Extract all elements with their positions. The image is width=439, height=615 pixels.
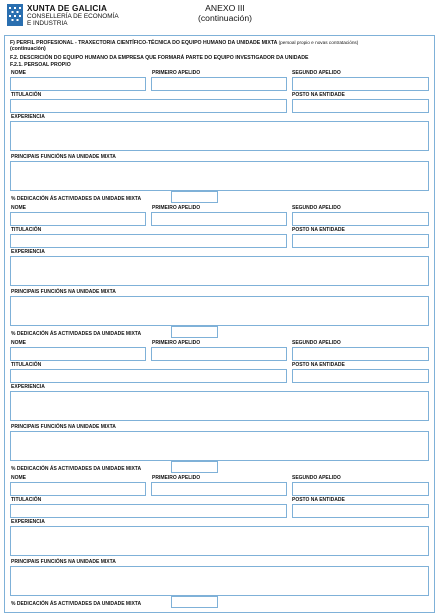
- titulacion-field[interactable]: [10, 99, 287, 113]
- primeiro-apelido-label: PRIMEIRO APELIDO: [152, 340, 201, 346]
- funcions-field[interactable]: [10, 566, 429, 596]
- experiencia-label: EXPERIENCIA: [11, 519, 45, 525]
- experiencia-field[interactable]: [10, 526, 429, 556]
- segundo-apelido-label: SEGUNDO APELIDO: [292, 340, 341, 346]
- titulacion-field[interactable]: [10, 234, 287, 248]
- titulacion-field[interactable]: [10, 369, 287, 383]
- segundo-apelido-label: SEGUNDO APELIDO: [292, 70, 341, 76]
- org-line-1: XUNTA DE GALICIA: [27, 4, 108, 13]
- posto-field[interactable]: [292, 99, 429, 113]
- posto-field[interactable]: [292, 234, 429, 248]
- posto-label: POSTO NA ENTIDADE: [292, 227, 345, 233]
- segundo-apelido-field[interactable]: [292, 212, 429, 226]
- nome-label: NOME: [11, 340, 26, 346]
- experiencia-label: EXPERIENCIA: [11, 114, 45, 120]
- section-subtitle: F.2. DESCRICIÓN DO EQUIPO HUMANO DA EMPRESA QUE FORMARÁ PARTE DO EQUIPO INVESTIGADOR DA UNIDADE: [10, 55, 309, 61]
- nome-field[interactable]: [10, 347, 146, 361]
- nome-label: NOME: [11, 70, 26, 76]
- section-title-note: (persoal propio e novas contratacións): [278, 40, 359, 45]
- posto-label: POSTO NA ENTIDADE: [292, 92, 345, 98]
- primeiro-apelido-field[interactable]: [151, 212, 287, 226]
- dedicacion-field[interactable]: [171, 326, 218, 338]
- dedicacion-label: % DEDICACIÓN ÁS ACTIVIDADES DA UNIDADE MIXTA: [11, 331, 142, 337]
- titulacion-label: TITULACIÓN: [11, 92, 42, 98]
- segundo-apelido-field[interactable]: [292, 482, 429, 496]
- titulacion-field[interactable]: [10, 504, 287, 518]
- primeiro-apelido-field[interactable]: [151, 77, 287, 91]
- primeiro-apelido-label: PRIMEIRO APELIDO: [152, 70, 201, 76]
- annex-title: ANEXO III: [205, 3, 245, 13]
- funcions-label: PRINCIPAIS FUNCIÓNS NA UNIDADE MIXTA: [11, 424, 116, 430]
- segundo-apelido-label: SEGUNDO APELIDO: [292, 205, 341, 211]
- experiencia-label: EXPERIENCIA: [11, 384, 45, 390]
- titulacion-label: TITULACIÓN: [11, 362, 42, 368]
- experiencia-field[interactable]: [10, 391, 429, 421]
- section-title-text: F) PERFIL PROFESIONAL - TRAXECTORIA CIENTÍFICO-TÉCNICA DO EQUIPO HUMANO DA UNIDADE MIXTA: [10, 40, 278, 46]
- dedicacion-label: % DEDICACIÓN ÁS ACTIVIDADES DA UNIDADE MIXTA: [11, 196, 142, 202]
- funcions-field[interactable]: [10, 161, 429, 191]
- dedicacion-label: % DEDICACIÓN ÁS ACTIVIDADES DA UNIDADE MIXTA: [11, 466, 142, 472]
- section-title: [10, 40, 358, 46]
- annex-subtitle: (continuación): [198, 13, 252, 23]
- funcions-field[interactable]: [10, 431, 429, 461]
- experiencia-label: EXPERIENCIA: [11, 249, 45, 255]
- posto-field[interactable]: [292, 504, 429, 518]
- segundo-apelido-field[interactable]: [292, 347, 429, 361]
- posto-label: POSTO NA ENTIDADE: [292, 497, 345, 503]
- primeiro-apelido-field[interactable]: [151, 347, 287, 361]
- funcions-label: PRINCIPAIS FUNCIÓNS NA UNIDADE MIXTA: [11, 154, 116, 160]
- funcions-label: PRINCIPAIS FUNCIÓNS NA UNIDADE MIXTA: [11, 559, 116, 565]
- experiencia-field[interactable]: [10, 121, 429, 151]
- titulacion-label: TITULACIÓN: [11, 227, 42, 233]
- experiencia-field[interactable]: [10, 256, 429, 286]
- posto-label: POSTO NA ENTIDADE: [292, 362, 345, 368]
- primeiro-apelido-label: PRIMEIRO APELIDO: [152, 205, 201, 211]
- nome-label: NOME: [11, 475, 26, 481]
- nome-field[interactable]: [10, 77, 146, 91]
- titulacion-label: TITULACIÓN: [11, 497, 42, 503]
- primeiro-apelido-field[interactable]: [151, 482, 287, 496]
- org-line-2: CONSELLERÍA DE ECONOMÍA: [27, 13, 119, 20]
- nome-field[interactable]: [10, 482, 146, 496]
- org-line-3: E INDUSTRIA: [27, 20, 68, 27]
- funcions-field[interactable]: [10, 296, 429, 326]
- nome-field[interactable]: [10, 212, 146, 226]
- segundo-apelido-label: SEGUNDO APELIDO: [292, 475, 341, 481]
- funcions-label: PRINCIPAIS FUNCIÓNS NA UNIDADE MIXTA: [11, 289, 116, 295]
- nome-label: NOME: [11, 205, 26, 211]
- dedicacion-label: % DEDICACIÓN ÁS ACTIVIDADES DA UNIDADE MIXTA: [11, 601, 142, 607]
- posto-field[interactable]: [292, 369, 429, 383]
- dedicacion-field[interactable]: [171, 596, 218, 608]
- xunta-logo-icon: [7, 4, 23, 26]
- section-continuation: (continuación): [10, 46, 46, 52]
- dedicacion-field[interactable]: [171, 191, 218, 203]
- primeiro-apelido-label: PRIMEIRO APELIDO: [152, 475, 201, 481]
- organization-name: [27, 4, 119, 27]
- dedicacion-field[interactable]: [171, 461, 218, 473]
- segundo-apelido-field[interactable]: [292, 77, 429, 91]
- section-subsubtitle: F.2.1. PERSOAL PROPIO: [10, 62, 71, 68]
